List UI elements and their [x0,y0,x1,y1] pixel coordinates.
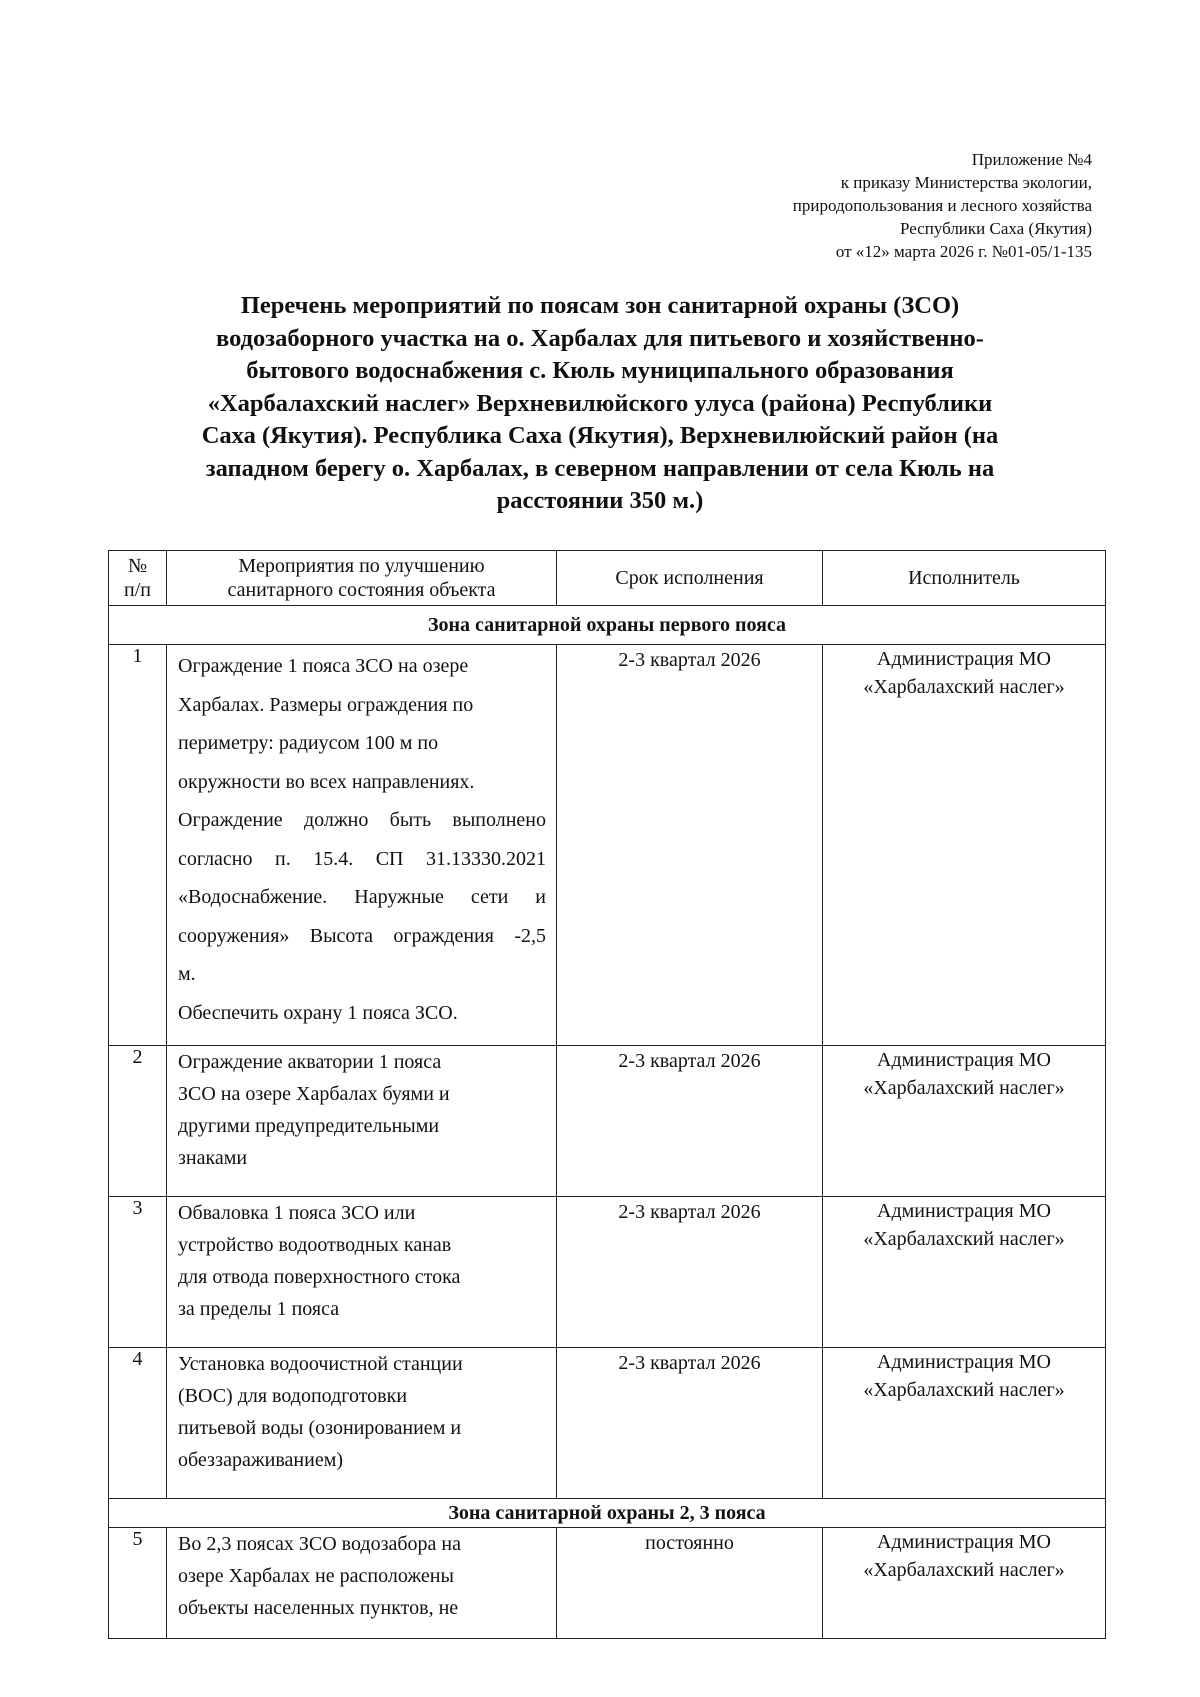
executor-line: Администрация МО [877,648,1051,670]
row-term: 2-3 квартал 2026 [557,1197,823,1348]
measure-line: периметру: радиусом 100 м по [178,732,439,754]
executor-line: Администрация МО [877,1200,1051,1222]
measure-line: «Водоснабжение. Наружные сети и [178,886,546,908]
row-number: 2 [109,1046,167,1197]
executor-line: Администрация МО [877,1531,1051,1553]
executor-line: Администрация МО [877,1049,1051,1071]
measure-line: для отвода поверхностного стока [178,1266,461,1288]
header-measure-line: Мероприятия по улучшению [238,555,485,577]
measure-line: Установка водоочистной станции [178,1353,463,1375]
header-term: Срок исполнения [557,551,823,606]
row-measure [167,1528,557,1639]
row-term: 2-3 квартал 2026 [557,1046,823,1197]
header-num-line: п/п [124,579,151,601]
measure-line: озере Харбалах не расположены [178,1565,454,1587]
row-measure [167,1197,557,1348]
measure-line: м. [178,963,196,985]
measure-line: сооружения» Высота ограждения -2,5 [178,924,546,947]
row-executor [823,1046,1106,1197]
row-term: 2-3 квартал 2026 [557,645,823,1046]
measure-line: обеззараживанием) [178,1449,344,1471]
measure-line: Ограждение акватории 1 пояса [178,1051,442,1073]
executor-line: «Харбалахский наслег» [863,1077,1065,1099]
row-term: 2-3 квартал 2026 [557,1348,823,1499]
measure-line: (ВОС) для водоподготовки [178,1385,408,1407]
executor-line: «Харбалахский наслег» [863,676,1065,698]
appendix-block [572,148,1092,263]
section-title: Зона санитарной охраны первого пояса [109,606,1106,645]
header-executor: Исполнитель [823,551,1106,606]
title-line: водозаборного участка на о. Харбалах для питьевого и хозяйственно- [216,324,984,352]
table-row [109,1528,1106,1639]
row-number: 4 [109,1348,167,1499]
table-row [109,1046,1106,1197]
measure-line: за пределы 1 пояса [178,1298,340,1320]
measure-line: знаками [178,1147,248,1169]
measure-line: другими предупредительными [178,1115,440,1137]
measure-line: окружности во всех направлениях. [178,770,475,793]
title-line: западном берегу о. Харбалах, в северном направлении от села Кюль на [205,454,995,482]
header-measure [167,551,557,606]
row-measure [167,1348,557,1499]
title-line: бытового водоснабжения с. Кюль муниципального образования [246,357,954,384]
row-number: 1 [109,645,167,1046]
measure-line: Обваловка 1 пояса ЗСО или [178,1202,416,1224]
section-row-zone1 [109,606,1106,645]
row-executor [823,645,1106,1046]
header-num [109,551,167,606]
appendix-line: к приказу Министерства экологии, [840,173,1092,192]
section-row-zone23 [109,1499,1106,1528]
executor-line: Администрация МО [877,1351,1051,1373]
appendix-line: природопользования и лесного хозяйства [792,196,1092,215]
measure-line: питьевой воды (озонированием и [178,1417,462,1439]
row-executor [823,1197,1106,1348]
measure-line: Харбалах. Размеры ограждения по [178,693,474,716]
appendix-line: от «12» марта 2026 г. №01-05/1-135 [835,242,1092,261]
measure-line: ЗСО на озере Харбалах буями и [178,1083,450,1105]
row-term: постоянно [557,1528,823,1639]
title-line: расстоянии 350 м.) [496,487,704,514]
row-number: 5 [109,1528,167,1639]
table-row [109,1348,1106,1499]
executor-line: «Харбалахский наслег» [863,1228,1065,1250]
measure-line: объекты населенных пунктов, не [178,1597,459,1619]
measures-table [108,550,1106,1639]
row-executor [823,1528,1106,1639]
measure-line: Обеспечить охрану 1 пояса ЗСО. [178,1001,458,1024]
measure-line: согласно п. 15.4. СП 31.13330.2021 [178,847,546,870]
document-title [108,290,1092,518]
row-measure [167,1046,557,1197]
executor-line: «Харбалахский наслег» [863,1559,1065,1581]
table-row [109,645,1106,1046]
row-number: 3 [109,1197,167,1348]
executor-line: «Харбалахский наслег» [863,1379,1065,1401]
title-line: «Харбалахский наслег» Верхневилюйского улуса (района) Республики [207,389,993,417]
measure-line: Ограждение должно быть выполнено [178,809,546,831]
table-row [109,1197,1106,1348]
title-line: Саха (Якутия). Республика Саха (Якутия), Верхневилюйский район (на [201,422,999,449]
title-line: Перечень мероприятий по поясам зон санитарной охраны (ЗСО) [240,292,960,319]
measure-line: Ограждение 1 пояса ЗСО на озере [178,655,469,677]
header-num-line: № [127,555,148,577]
measure-line: устройство водоотводных канав [178,1234,452,1256]
measure-line: Во 2,3 поясах ЗСО водозабора на [178,1533,461,1555]
appendix-line: Республики Саха (Якутия) [899,219,1092,238]
row-executor [823,1348,1106,1499]
table-header-row [109,551,1106,606]
section-title: Зона санитарной охраны 2, 3 пояса [109,1499,1106,1528]
row-measure [167,645,557,1046]
appendix-line: Приложение №4 [971,150,1092,169]
header-measure-line: санитарного состояния объекта [227,579,496,601]
